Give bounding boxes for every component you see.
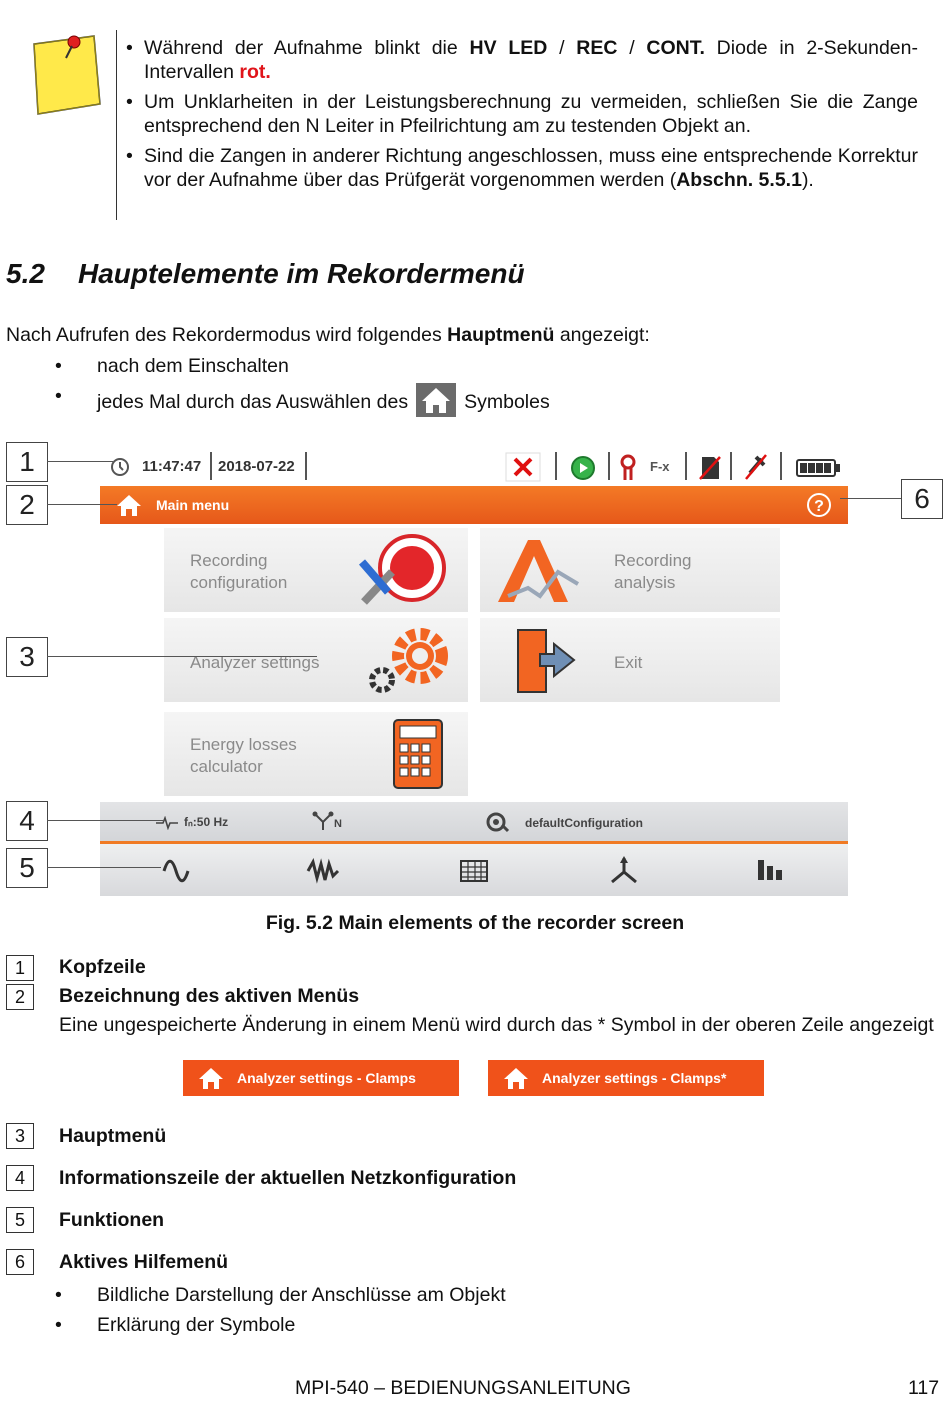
example-button-saved: Analyzer settings - Clamps bbox=[183, 1060, 459, 1096]
recording-analysis-icon bbox=[488, 532, 588, 608]
home-icon bbox=[416, 383, 456, 417]
legend-2-description: Eine ungespeicherte Änderung in einem Menü wird durch das * Symbol in der oberen Zeile angezeigt bbox=[59, 1014, 934, 1036]
function-bar bbox=[100, 844, 848, 896]
legend-title-4: Informationszeile der aktuellen Netzkonfiguration bbox=[59, 1167, 517, 1189]
menu-title: Main menu bbox=[156, 497, 230, 513]
waveform-icon bbox=[156, 816, 178, 830]
legend-title-6: Aktives Hilfemenü bbox=[59, 1251, 229, 1273]
recording-configuration-icon bbox=[352, 532, 452, 608]
fx-label: F-x bbox=[650, 459, 670, 474]
sine-wave-icon[interactable] bbox=[160, 858, 192, 884]
legend-title-5: Funktionen bbox=[59, 1209, 165, 1231]
clamp-icon bbox=[618, 454, 638, 482]
help-bullet-2: • Erklärung der Symbole bbox=[55, 1314, 296, 1336]
sticky-note-icon bbox=[28, 30, 106, 116]
legend-title-3: Hauptmenü bbox=[59, 1125, 167, 1147]
tile-recording-analysis[interactable]: Recording analysis bbox=[480, 528, 780, 612]
bar-chart-icon[interactable] bbox=[756, 858, 788, 882]
status-time: 11:47:47 bbox=[142, 458, 202, 475]
battery-icon bbox=[796, 458, 842, 478]
home-icon[interactable] bbox=[116, 493, 142, 517]
legend-num-2: 2 bbox=[6, 984, 34, 1010]
note-list bbox=[126, 36, 918, 198]
figure-caption: Fig. 5.2 Main elements of the recorder screen bbox=[265, 912, 685, 934]
intro-bullet-1: • nach dem Einschalten bbox=[55, 355, 289, 377]
legend-num-3: 3 bbox=[6, 1123, 34, 1149]
frequency-label: fₙ:50 Hz bbox=[184, 815, 229, 829]
exit-door-icon bbox=[504, 624, 584, 698]
svg-text:?: ? bbox=[814, 498, 824, 515]
network-icon bbox=[312, 810, 334, 832]
info-bar bbox=[100, 802, 848, 842]
network-label: N bbox=[334, 818, 342, 830]
callout-3: 3 bbox=[6, 637, 48, 677]
status-bar bbox=[100, 450, 848, 484]
note-item-3: • Sind die Zangen in anderer Richtung angeschlossen, muss eine entsprechende Korrektur vor der Aufnahme über das Prüfgerät vorgenommen werden (Abschn. 5.5.1). bbox=[126, 144, 918, 192]
section-heading: 5.2 Hauptelemente im Rekordermenü bbox=[6, 258, 525, 289]
callout-5: 5 bbox=[6, 848, 48, 888]
tile-exit[interactable]: Exit bbox=[480, 618, 780, 702]
settings-gear-icon bbox=[360, 622, 460, 698]
callout-2: 2 bbox=[6, 485, 48, 525]
callout-6: 6 bbox=[901, 479, 943, 519]
home-icon bbox=[197, 1066, 225, 1090]
phasor-icon[interactable] bbox=[608, 856, 640, 884]
config-icon bbox=[486, 811, 510, 833]
page-number: 117 bbox=[908, 1377, 940, 1399]
tile-analyzer-settings[interactable]: Analyzer settings bbox=[164, 618, 468, 702]
legend-num-1: 1 bbox=[6, 955, 34, 981]
memory-card-icon bbox=[698, 455, 722, 481]
tile-energy-losses-calculator[interactable]: Energy losses calculator bbox=[164, 712, 468, 796]
title-bar bbox=[100, 486, 848, 524]
legend-title-1: Kopfzeile bbox=[59, 956, 146, 978]
legend-num-5: 5 bbox=[6, 1207, 34, 1233]
config-label: defaultConfiguration bbox=[525, 816, 643, 830]
play-icon[interactable] bbox=[570, 455, 596, 481]
intro-paragraph: Nach Aufrufen des Rekordermodus wird folgendes Hauptmenü angezeigt: bbox=[6, 324, 650, 346]
legend-title-2: Bezeichnung des aktiven Menüs bbox=[59, 985, 360, 1007]
tile-recording-configuration[interactable]: Recording configuration bbox=[164, 528, 468, 612]
table-icon[interactable] bbox=[460, 860, 488, 882]
status-date: 2018-07-22 bbox=[218, 458, 295, 475]
callout-4: 4 bbox=[6, 801, 48, 841]
intro-bullet-2: • jedes Mal durch das Auswählen des Symboles bbox=[97, 385, 550, 419]
help-icon[interactable] bbox=[806, 492, 832, 518]
footer-title: MPI-540 – BEDIENUNGSANLEITUNG bbox=[295, 1377, 631, 1399]
home-icon bbox=[502, 1066, 530, 1090]
note-divider bbox=[116, 30, 117, 220]
example-button-unsaved: Analyzer settings - Clamps* bbox=[488, 1060, 764, 1096]
legend-num-4: 4 bbox=[6, 1165, 34, 1191]
close-icon[interactable] bbox=[505, 452, 541, 482]
harmonics-wave-icon[interactable] bbox=[306, 858, 340, 884]
note-item-1: • Während der Aufnahme blinkt die HV LED / REC / CONT. Diode in 2-Sekunden-Intervallen rot. bbox=[126, 36, 918, 84]
note-item-2: • Um Unklarheiten in der Leistungsberechnung zu vermeiden, schließen Sie die Zange entsprechend den N Leiter in Pfeilrichtung am zu testenden Objekt an. bbox=[126, 90, 918, 138]
gps-icon bbox=[742, 453, 770, 481]
legend-num-6: 6 bbox=[6, 1249, 34, 1275]
callout-1: 1 bbox=[6, 442, 48, 482]
calculator-icon bbox=[388, 716, 448, 792]
clock-icon bbox=[110, 457, 130, 477]
help-bullet-1: • Bildliche Darstellung der Anschlüsse am Objekt bbox=[55, 1284, 506, 1306]
